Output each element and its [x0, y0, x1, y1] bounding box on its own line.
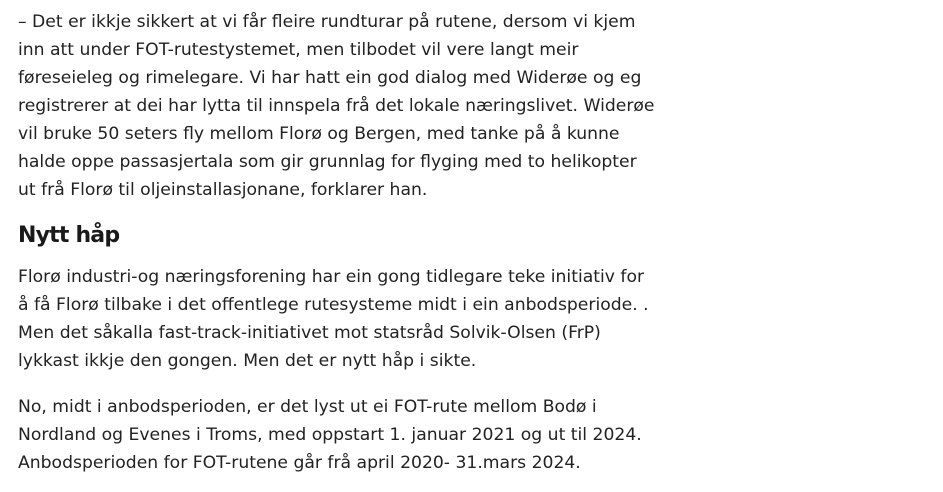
section-heading: Nytt håp — [18, 223, 120, 248]
article-paragraph-tender-period: No, midt i anbodsperioden, er det lyst ut ei FOT-rute mellom Bodø i Nordland og Evenes i Troms, med oppstart 1. januar 2021 og ut til 2024. Anbodsperioden for FOT-rutene går frå april 2020- 31.mars 2024. — [18, 397, 642, 473]
article-paragraph-quote: – Det er ikkje sikkert at vi får fleire rundturar på rutene, dersom vi kjem inn att under FOT-rutestystemet, men tilbodet vil vere langt meir føreseieleg og rimelegare. Vi har hatt ein god dialog med Widerøe og eg registrerer at dei har lytta til innspela frå det lokale næringslivet. Widerøe vil bruke 50 seters fly mellom Florø og Bergen, med tanke på å kunne halde oppe passasjertala som gir grunnlag for flyging med to helikopter ut frå Florø til oljeinstallasjonane, forklarer han. — [18, 12, 655, 200]
article-body — [18, 8, 658, 477]
article-paragraph-initiative: Florø industri-og næringsforening har ein gong tidlegare teke initiativ for å få Florø tilbake i det offentlege rutesysteme midt i ein anbodsperiode. . Men det såkalla fast-track-initiativet mot statsråd Solvik-Olsen (FrP) lykkast ikkje den gongen. Men det er nytt håp i sikte. — [18, 267, 649, 371]
